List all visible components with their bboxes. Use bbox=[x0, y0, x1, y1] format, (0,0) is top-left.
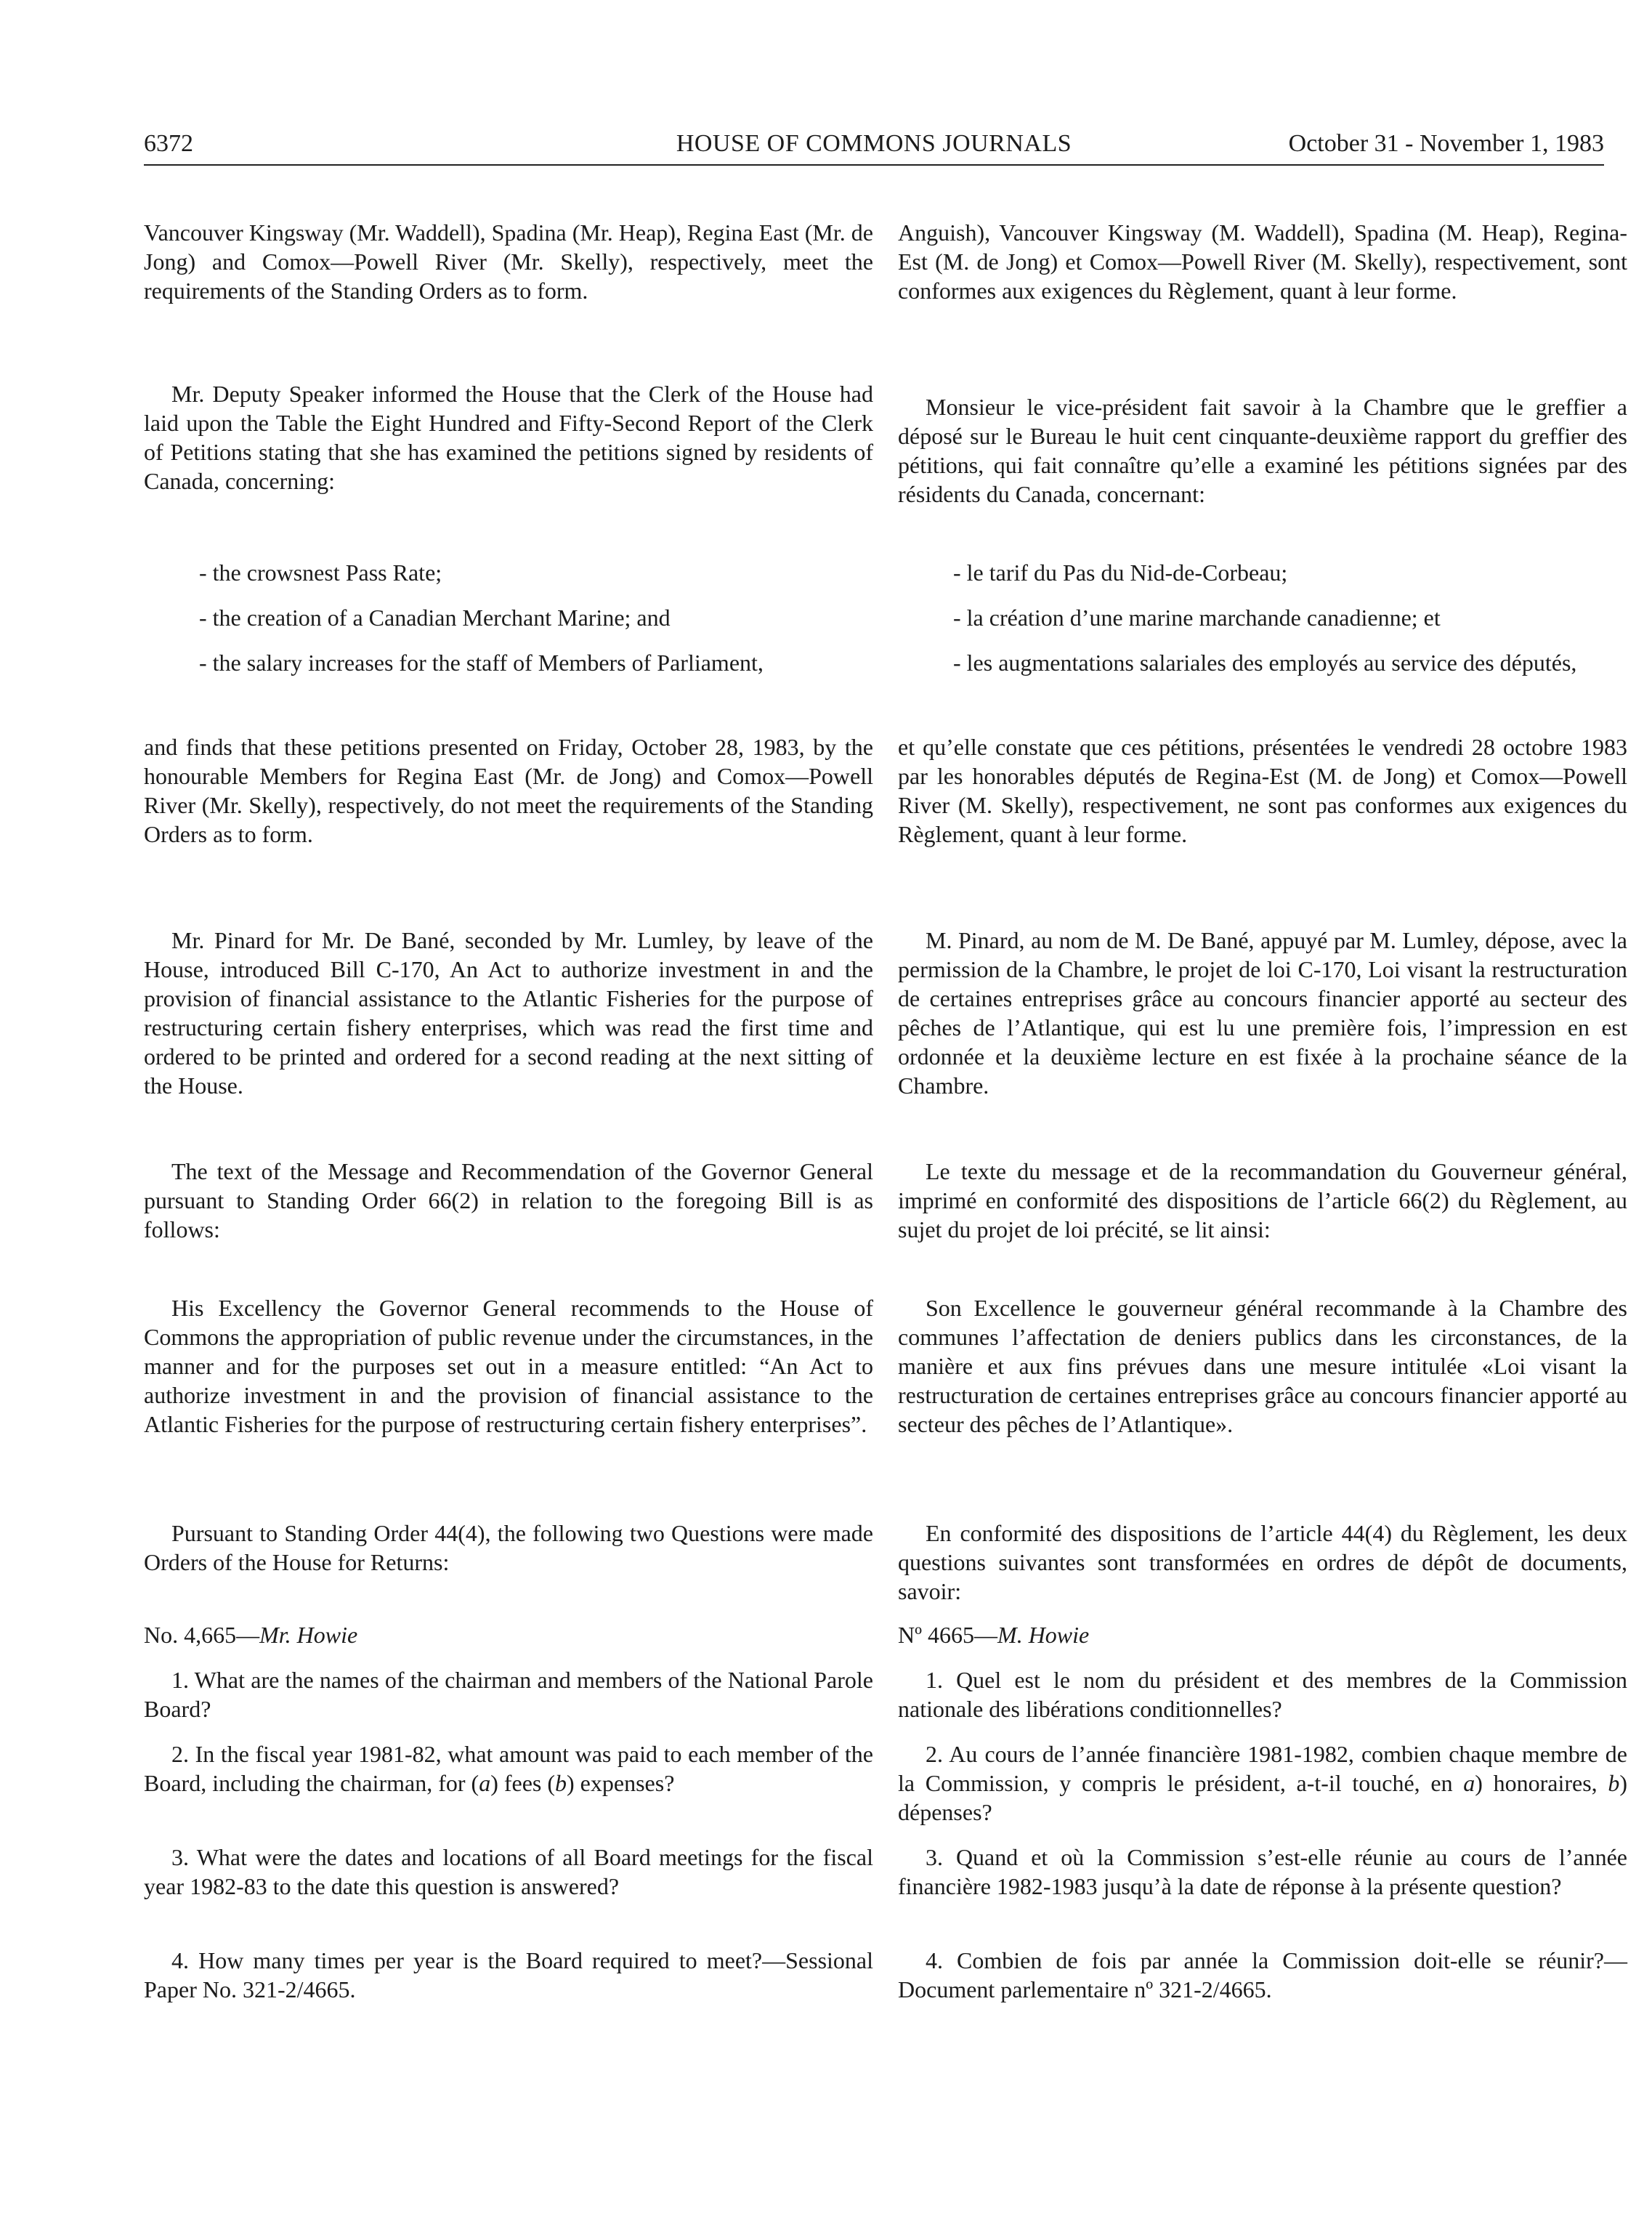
fr-question-2 bbox=[898, 1739, 1627, 1827]
fr-paragraph-bill-c170: M. Pinard, au nom de M. De Bané, appuyé par M. Lumley, dépose, avec la permission de la Chambre, le projet de loi C-170, Loi visant la restructuration de certaines entreprises grâce au concours financier apporté au secteur des pêches de l’Atlantique, qui est lu une première fois, l’impression en est ordonnée et la deuxième lecture en est fixée à la prochaine séance de la Chambre. bbox=[898, 927, 1627, 1099]
fr-question-member: M. Howie bbox=[997, 1622, 1090, 1648]
en-paragraph-petitions-report: Mr. Deputy Speaker informed the House that the Clerk of the House had laid upon the Table the Eight Hundred and Fifty-Second Report of the Clerk of Petitions stating that she has examined the petitions signed by residents of Canada, concerning: bbox=[144, 381, 873, 494]
en-list-item bbox=[144, 603, 873, 632]
fr-question-1: 1. Quel est le nom du président et des membres de la Commission nationale des libérations conditionnelles? bbox=[898, 1667, 1627, 1722]
en-paragraph-message-intro: The text of the Message and Recommendation of the Governor General pursuant to Standing Order 66(2) in relation to the foregoing Bill is as follows: bbox=[144, 1158, 873, 1242]
en-paragraph-recommendation: His Excellency the Governor General recommends to the House of Commons the appropriation of public revenue under the circumstances, in the manner and for the purposes set out in a measure entitled: “An Act to authorize investment in and the provision of financial assistance to the Atlantic Fisheries for the purpose of restructuring certain fishery enterprises”. bbox=[144, 1295, 873, 1437]
en-question-2-text: ) expenses? bbox=[567, 1770, 675, 1796]
fr-question-2-item-a: a bbox=[1463, 1770, 1475, 1796]
fr-paragraph-message-intro: Le texte du message et de la recommandation du Gouverneur général, imprimé en conformité des dispositions de l’article 66(2) du Règlement, au sujet du projet de loi précité, se lit ainsi: bbox=[898, 1158, 1627, 1242]
fr-paragraph-continuation: Anguish), Vancouver Kingsway (M. Waddell), Spadina (M. Heap), Regina-Est (M. de Jong) et Comox—Powell River (M. Skelly), respectivement, sont conformes aux exigences du Règlement, quant à leur forme. bbox=[898, 219, 1627, 304]
fr-paragraph-petitions-report: Monsieur le vice-président fait savoir à la Chambre que le greffier a déposé sur le Bureau le huit cent cinquante-deuxième rapport du greffier des pétitions, qui fait connaître qu’elle a examiné les pétitions signées par des résidents du Canada, concernant: bbox=[898, 394, 1627, 507]
fr-list-item bbox=[898, 558, 1627, 587]
fr-paragraph-recommendation: Son Excellence le gouverneur général recommande à la Chambre des communes l’affectation de deniers publics dans les circonstances, de la manière et aux fins prévues dans une mesure intitulée «Loi visant la restructuration de certaines entreprises grâce au concours financier apporté au secteur des pêches de l’Atlantique». bbox=[898, 1295, 1627, 1437]
en-question-number: No. 4,665— bbox=[144, 1622, 260, 1648]
en-question-2-text: ) fees ( bbox=[490, 1770, 556, 1796]
fr-question-3: 3. Quand et où la Commission s’est-elle réunie au cours de l’année financière 1982-1983 jusqu’à la date de réponse à la présente question? bbox=[898, 1844, 1627, 1899]
page-number: 6372 bbox=[144, 130, 193, 157]
fr-list-item-text: - la création d’une marine marchande canadienne; et bbox=[953, 605, 1441, 631]
fr-list-item bbox=[898, 603, 1627, 632]
en-question-4: 4. How many times per year is the Board required to meet?—Sessional Paper No. 321-2/4665. bbox=[144, 1947, 873, 2002]
en-question-1: 1. What are the names of the chairman and members of the National Parole Board? bbox=[144, 1667, 873, 1722]
en-question-3: 3. What were the dates and locations of all Board meetings for the fiscal year 1982-83 to the date this question is answered? bbox=[144, 1844, 873, 1899]
fr-list-item bbox=[898, 648, 1627, 677]
fr-question-2-text: ) dépenses? bbox=[898, 1770, 1628, 1825]
en-list-item-text: - the creation of a Canadian Merchant Marine; and bbox=[199, 605, 671, 631]
fr-paragraph-findings: et qu’elle constate que ces pétitions, présentées le vendredi 28 octobre 1983 par les honorables députés de Regina-Est (M. de Jong) et Comox—Powell River (M. Skelly), respectivement, ne sont pas conformes aux exigences du Règlement, quant à leur forme. bbox=[898, 734, 1627, 847]
en-paragraph-continuation: Vancouver Kingsway (Mr. Waddell), Spadina (Mr. Heap), Regina East (Mr. de Jong) and Comox—Powell River (Mr. Skelly), respectively, meet the requirements of the Standing Orders as to form. bbox=[144, 219, 873, 304]
fr-question-2-item-b: b bbox=[1608, 1770, 1620, 1796]
en-paragraph-bill-c170: Mr. Pinard for Mr. De Bané, seconded by Mr. Lumley, by leave of the House, introduced Bill C-170, An Act to authorize investment in and the provision of financial assistance to the Atlantic Fisheries for the purpose of restructuring certain fishery enterprises, which was read the first time and ordered to be printed and ordered for a second reading at the next sitting of the House. bbox=[144, 927, 873, 1099]
fr-question-4: 4. Combien de fois par année la Commission doit-elle se réunir?—Document parlementaire nº 321-2/4665. bbox=[898, 1947, 1627, 2002]
fr-question-number: Nº 4665— bbox=[898, 1622, 998, 1648]
en-list-item bbox=[144, 648, 873, 677]
en-paragraph-findings: and finds that these petitions presented on Friday, October 28, 1983, by the honourable Members for Regina East (Mr. de Jong) and Comox—Powell River (Mr. Skelly), respectively, do not meet the requirements of the Standing Orders as to form. bbox=[144, 734, 873, 847]
en-question-member: Mr. Howie bbox=[259, 1622, 358, 1648]
en-question-2-text: 2. In the fiscal year 1981-82, what amount was paid to each member of the Board, including the chairman, for ( bbox=[144, 1741, 873, 1796]
fr-question-2-text: ) honoraires, bbox=[1475, 1770, 1608, 1796]
en-list-item bbox=[144, 558, 873, 587]
journal-title: HOUSE OF COMMONS JOURNALS bbox=[676, 130, 1072, 157]
en-question-heading bbox=[144, 1620, 873, 1649]
page-header bbox=[144, 125, 1604, 166]
fr-paragraph-questions-intro: En conformité des dispositions de l’article 44(4) du Règlement, les deux questions suivantes sont transformées en ordres de dépôt de documents, savoir: bbox=[898, 1520, 1627, 1604]
en-question-2-item-b: b bbox=[555, 1770, 567, 1796]
fr-list-item-text: - les augmentations salariales des employés au service des députés, bbox=[953, 650, 1577, 676]
fr-question-heading bbox=[898, 1620, 1627, 1649]
en-question-2-item-a: a bbox=[479, 1770, 491, 1796]
fr-question-2-text: 2. Au cours de l’année financière 1981-1982, combien chaque membre de la Commission, y compris le président, a-t-il touché, en bbox=[898, 1741, 1627, 1796]
en-paragraph-questions-intro: Pursuant to Standing Order 44(4), the following two Questions were made Orders of the House for Returns: bbox=[144, 1520, 873, 1575]
en-list-item-text: - the crowsnest Pass Rate; bbox=[199, 559, 442, 586]
en-list-item-text: - the salary increases for the staff of Members of Parliament, bbox=[199, 650, 764, 676]
header-date: October 31 - November 1, 1983 bbox=[1288, 130, 1604, 157]
en-question-2 bbox=[144, 1739, 873, 1798]
fr-list-item-text: - le tarif du Pas du Nid-de-Corbeau; bbox=[953, 559, 1288, 586]
